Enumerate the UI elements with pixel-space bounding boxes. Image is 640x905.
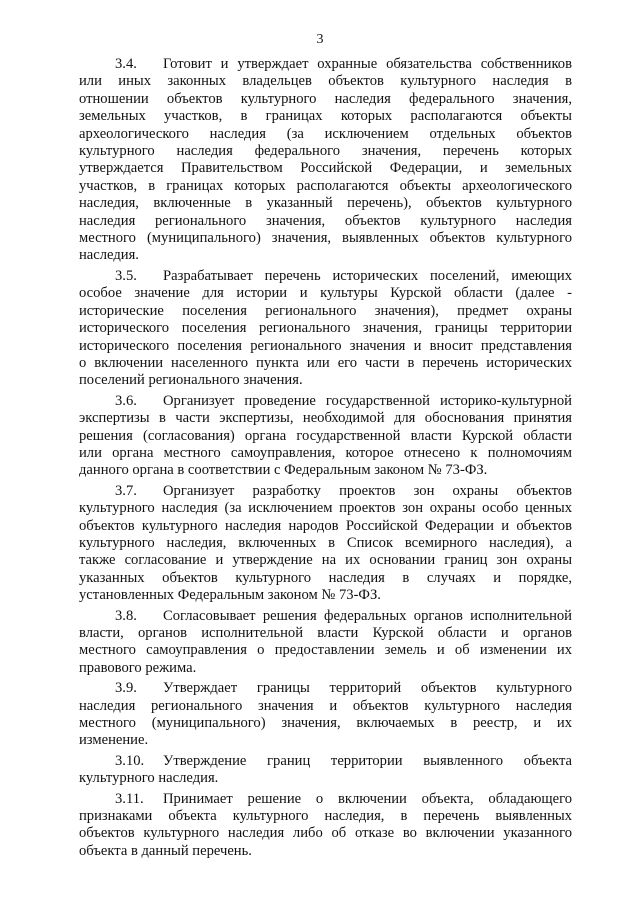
clause-number: 3.6. — [115, 392, 137, 409]
line-text: Согласовывает решения федеральных органов исполнительной — [163, 607, 572, 624]
text-line — [79, 108, 572, 125]
line-text: исторического поселения регионального значения, границы территории — [79, 320, 572, 337]
line-text: Готовит и утверждает охранные обязательства собственников — [163, 56, 572, 72]
text-line — [79, 625, 572, 642]
line-text: наследия, включенные в указанный перечень), объектов культурного — [79, 195, 572, 212]
text-line — [79, 680, 572, 697]
text-line — [79, 195, 572, 212]
line-text: особое значение для истории и культуры Курской области (далее - — [79, 285, 572, 302]
text-line — [79, 753, 572, 770]
text-line — [79, 372, 572, 389]
line-text: местного самоуправления о предоставлении земель и об изменении их — [79, 642, 572, 659]
line-text: поселений регионального значения. — [79, 372, 303, 389]
line-text: установленных Федеральным законом № 73-ФЗ. — [79, 587, 381, 604]
line-text: правового режима. — [79, 659, 197, 676]
line-text: наследия регионального значения и объектов культурного наследия — [79, 697, 572, 714]
text-line — [79, 320, 572, 337]
line-text: данного органа в соответствии с Федеральным законом № 73-ФЗ. — [79, 462, 488, 479]
clause-paragraph — [79, 393, 572, 480]
clause-paragraph — [79, 608, 572, 678]
text-line — [79, 91, 572, 108]
text-line — [79, 660, 572, 677]
clause-paragraph — [79, 56, 572, 265]
text-line — [79, 230, 572, 247]
text-line — [79, 143, 572, 160]
line-text: культурного наследия (за исключением проектов зон охраны особо ценных — [79, 500, 572, 517]
line-text: наследия. — [79, 247, 139, 264]
clause-number: 3.11. — [115, 790, 144, 807]
text-line — [79, 518, 572, 535]
line-text: Организует проведение государственной историко-культурной — [163, 392, 572, 409]
text-line — [79, 715, 572, 732]
line-text: отношении объектов культурного наследия федерального значения, — [79, 90, 572, 107]
text-line — [79, 462, 572, 479]
line-text: утверждается Правительством Российской Федерации, и земельных — [79, 160, 572, 177]
text-line — [79, 791, 572, 808]
line-text: культурного наследия, включенных в Список всемирного наследия), а — [79, 534, 572, 551]
line-text: исторические поселения регионального значения), предмет охраны — [79, 302, 572, 319]
line-text: исторического поселения регионального значения и вносит представления — [79, 337, 572, 354]
line-text: указанных объектов культурного наследия в случаях и порядке, — [79, 569, 572, 586]
clause-number: 3.9. — [115, 680, 137, 697]
text-line — [79, 428, 572, 445]
line-text: культурного наследия. — [79, 770, 219, 787]
text-line — [79, 160, 572, 177]
clause-number: 3.4. — [115, 56, 137, 72]
clause-number: 3.7. — [115, 482, 137, 499]
text-line — [79, 483, 572, 500]
clause-number: 3.10. — [115, 752, 145, 769]
line-text: местного (муниципального) значения, выявленных объектов культурного — [79, 230, 572, 247]
line-text: Утверждает границы территорий объектов культурного — [163, 680, 572, 697]
clause-paragraph — [79, 791, 572, 861]
clause-paragraph — [79, 753, 572, 788]
text-line — [79, 338, 572, 355]
clause-number: 3.8. — [115, 607, 137, 624]
line-text: изменение. — [79, 732, 149, 749]
text-line — [79, 500, 572, 517]
text-line — [79, 770, 572, 787]
clause-paragraph — [79, 268, 572, 390]
text-line — [79, 268, 572, 285]
line-text: культурного наследия федерального значения, перечень которых — [79, 143, 572, 160]
line-text: или органа местного самоуправления, которое отнесено к полномочиям — [79, 444, 572, 461]
line-text: о включении населенного пункта или его части в перечень исторических — [79, 354, 572, 371]
clause-paragraph — [79, 680, 572, 750]
text-line — [79, 285, 572, 302]
line-text: земельных участков, в границах которых располагаются объекты — [79, 108, 572, 125]
text-line — [79, 608, 572, 625]
line-text: экспертизы в части экспертизы, необходимой для обоснования принятия — [79, 410, 572, 427]
line-text: Утверждение границ территории выявленного объекта — [163, 752, 572, 769]
text-line — [79, 178, 572, 195]
text-line — [79, 552, 572, 569]
text-line — [79, 732, 572, 749]
text-line — [79, 303, 572, 320]
line-text: местного (муниципального) значения, включаемых в реестр, и их — [79, 715, 572, 732]
text-line — [79, 843, 572, 860]
text-line — [79, 642, 572, 659]
text-line — [79, 355, 572, 372]
text-line — [79, 535, 572, 552]
text-line — [79, 213, 572, 230]
line-text: археологического наследия (за исключением отдельных объектов — [79, 125, 572, 142]
line-text: власти, органов исполнительной власти Курской области и органов — [79, 625, 572, 641]
line-text: или иных законных владельцев объектов культурного наследия в — [79, 73, 572, 90]
line-text: Принимает решение о включении объекта, обладающего — [163, 790, 572, 807]
line-text: Организует разработку проектов зон охраны объектов — [163, 482, 572, 499]
line-text: решения (согласования) органа государственной власти Курской области — [79, 427, 572, 444]
text-line — [79, 56, 572, 73]
text-line — [79, 393, 572, 410]
clause-paragraph — [79, 483, 572, 605]
text-line — [79, 825, 572, 842]
text-line — [79, 73, 572, 90]
text-line — [79, 126, 572, 143]
line-text: участков, в границах которых располагаются объекты археологического — [79, 177, 572, 194]
page-number: 3 — [316, 32, 324, 47]
text-line — [79, 570, 572, 587]
line-text: также согласование и утверждение на их основании границ зон охраны — [79, 552, 572, 569]
text-line — [79, 445, 572, 462]
line-text: признаками объекта культурного наследия, в перечень выявленных — [79, 808, 572, 825]
clause-number: 3.5. — [115, 267, 137, 284]
text-line — [79, 410, 572, 427]
text-line — [79, 587, 572, 604]
document-body — [79, 56, 572, 863]
text-line — [79, 808, 572, 825]
line-text: объектов культурного наследия либо об отказе во включении указанного — [79, 825, 572, 842]
line-text: объекта в данный перечень. — [79, 842, 252, 859]
line-text: Разрабатывает перечень исторических поселений, имеющих — [163, 267, 572, 284]
text-line — [79, 247, 572, 264]
line-text: наследия регионального значения, объектов культурного наследия — [79, 212, 572, 229]
text-line — [79, 698, 572, 715]
line-text: объектов культурного наследия народов Российской Федерации и объектов — [79, 517, 572, 534]
